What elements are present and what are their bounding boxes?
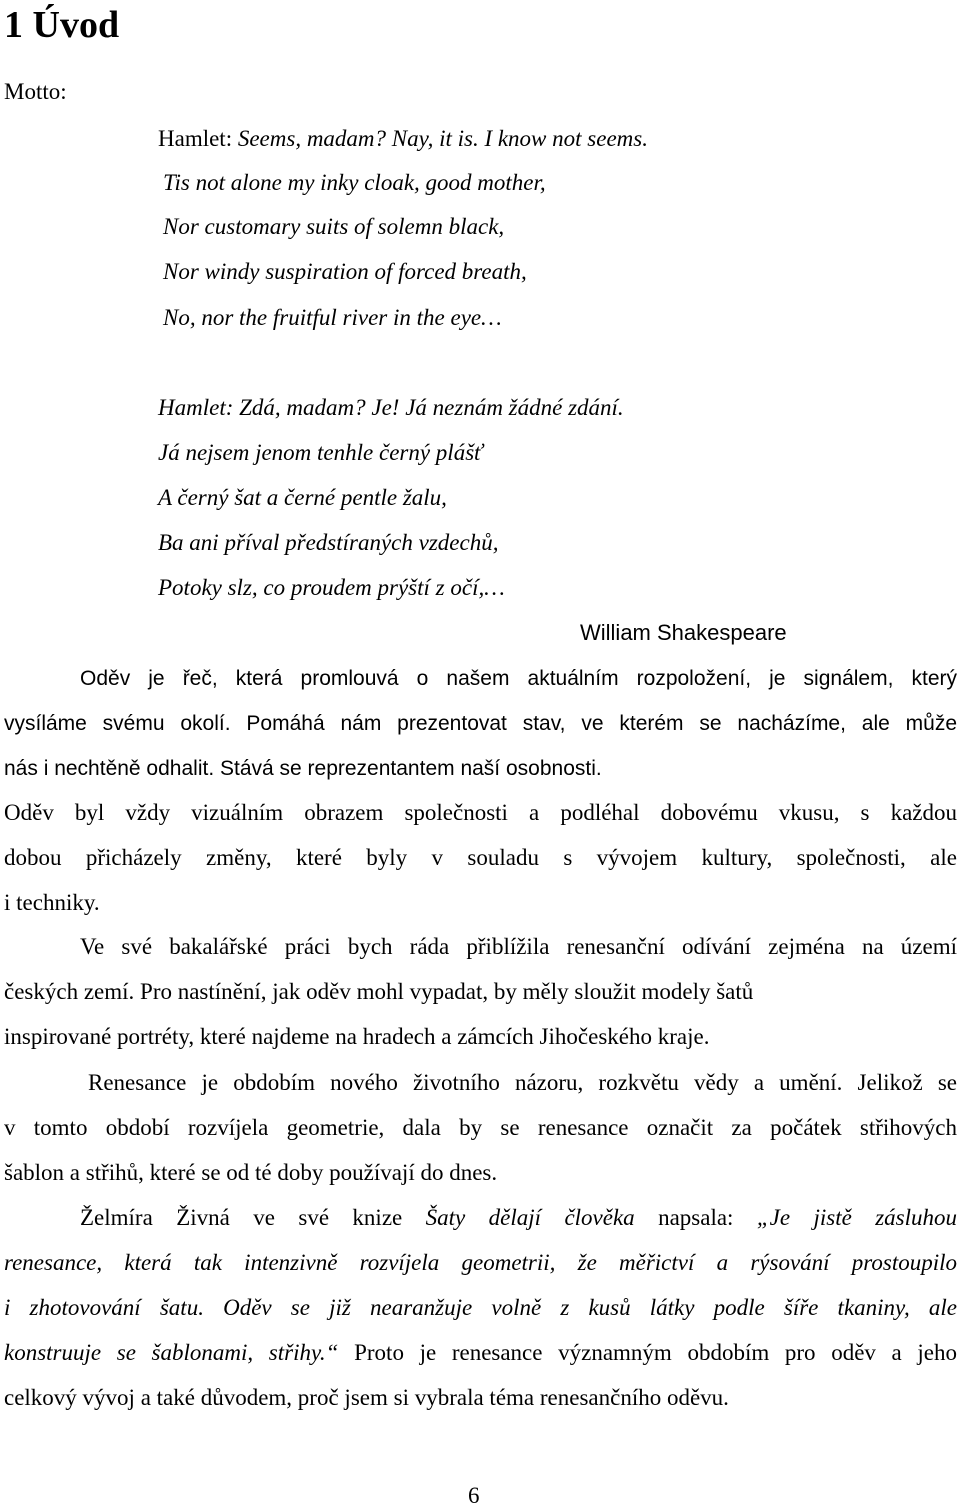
verse-cz-line-3: A černý šat a černé pentle žalu, — [158, 485, 447, 510]
verse-en-line-3: Nor customary suits of solemn black, — [163, 214, 505, 239]
motto-label: Motto: — [4, 79, 67, 104]
verse-cz-line-1: Hamlet: Zdá, madam? Je! Já neznám žádné zdání. — [158, 395, 624, 420]
paragraph-5-line-3: i zhotovování šatu. Oděv se již nearanžuje volně z kusů látky podle šíře tkaniny, ale — [4, 1295, 957, 1320]
verse-author: William Shakespeare — [580, 620, 787, 645]
paragraph-3-line-3: inspirované portréty, které najdeme na hradech a zámcích Jihočeského kraje. — [4, 1024, 710, 1049]
paragraph-2-line-1: Oděv byl vždy vizuálním obrazem společnosti a podléhal dobovému vkusu, s každou — [4, 800, 957, 825]
verse-cz-line-5: Potoky slz, co proudem prýští z očí,… — [158, 575, 505, 600]
chapter-heading: 1 Úvod — [4, 4, 120, 46]
paragraph-5-line-4: konstruuje se šablonami, střihy.“ Proto je renesance významným obdobím pro oděv a jeho — [4, 1340, 957, 1365]
paragraph-5-line-1: Želmíra Živná ve své knize Šaty dělají člověka napsala: „Je jistě zásluhou — [80, 1205, 957, 1230]
paragraph-3-line-1: Ve své bakalářské práci bych ráda přiblížila renesanční odívání zejména na území — [80, 934, 957, 959]
paragraph-4-line-1: Renesance je obdobím nového životního názoru, rozkvětu vědy a umění. Jelikož se — [88, 1070, 957, 1095]
verse-en-line-4: Nor windy suspiration of forced breath, — [163, 259, 527, 284]
paragraph-4-line-3: šablon a střihů, které se od té doby používají do dnes. — [4, 1160, 498, 1185]
paragraph-1-line-3: nás i nechtěně odhalit. Stává se reprezentantem naší osobnosti. — [4, 757, 602, 780]
verse-cz-line-2: Já nejsem jenom tenhle černý plášť — [158, 440, 483, 465]
paragraph-2-line-2: dobou přicházely změny, které byly v souladu s vývojem kultury, společnosti, ale — [4, 845, 957, 870]
paragraph-2-line-3: i techniky. — [4, 890, 100, 915]
paragraph-5-line-2: renesance, která tak intenzivně rozvíjela geometrii, že měřictví a rýsování prostoupilo — [4, 1250, 957, 1275]
paragraph-5-line-5: celkový vývoj a také důvodem, proč jsem si vybrala téma renesančního oděvu. — [4, 1385, 729, 1410]
verse-cz-line-4: Ba ani příval předstíraných vzdechů, — [158, 530, 499, 555]
verse-en-line-2: Tis not alone my inky cloak, good mother, — [163, 170, 546, 195]
paragraph-1-line-1: Oděv je řeč, která promlouvá o našem aktuálním rozpoložení, je signálem, který — [80, 667, 957, 690]
verse-en-line-1: Hamlet: Seems, madam? Nay, it is. I know not seems. — [158, 126, 648, 151]
verse-en-line-5: No, nor the fruitful river in the eye… — [163, 305, 502, 330]
paragraph-1-line-2: vysíláme svému okolí. Pomáhá nám prezentovat stav, ve kterém se nacházíme, ale může — [4, 712, 957, 735]
paragraph-3-line-2: českých zemí. Pro nastínění, jak oděv mohl vypadat, by měly sloužit modely šatů — [4, 979, 754, 1004]
paragraph-4-line-2: v tomto období rozvíjela geometrie, dala by se renesance označit za počátek střihových — [4, 1115, 957, 1140]
page-number: 6 — [468, 1483, 480, 1508]
